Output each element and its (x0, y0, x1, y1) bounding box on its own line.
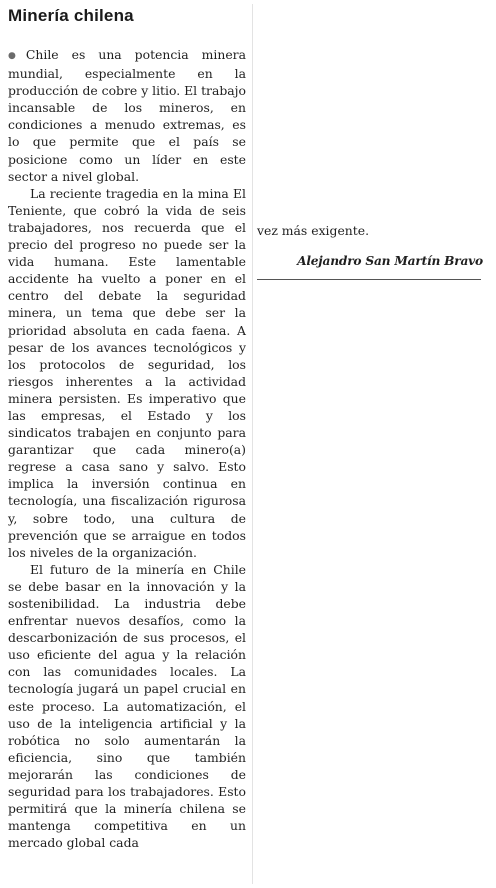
article-title: Minería chilena (8, 6, 134, 25)
paragraph-1-text: Chile es una potencia minera mundial, especialmente en la producción de cobre y litio. El trabajo incansable de los mineros, en condiciones a menudo extremas, es lo que permite que el país se posicione como un líder en este sector a nivel global. (8, 47, 246, 184)
article-column-left (8, 46, 246, 851)
column-divider (252, 4, 253, 884)
paragraph-1 (8, 46, 246, 185)
signature-rule (257, 279, 481, 280)
article-column-right (257, 222, 483, 280)
bullet-icon: ● (8, 51, 25, 61)
author-signature: Alejandro San Martín Bravo (297, 254, 483, 269)
paragraph-2: La reciente tragedia en la mina El Teniente, que cobró la vida de seis trabajadores, nos recuerda que el precio del progreso no puede ser la vida humana. Este lamentable accidente ha vuelto a poner en el centro del debate la seguridad minera, un tema que debe ser la prioridad absoluta en cada faena. A pesar de los avances tecnológicos y los protocolos de seguridad, los riesgos inherentes a la actividad minera persisten. Es imperativo que las empresas, el Estado y los sindicatos trabajen en conjunto para garantizar que cada minero(a) regrese a casa sano y salvo. Esto implica la inversión continua en tecnología, una fiscalización rigurosa y, sobre todo, una cultura de prevención que se arraigue en todos los niveles de la organización. (8, 185, 246, 560)
paragraph-3-continuation: vez más exigente. (257, 223, 370, 238)
paragraph-3: El futuro de la minería en Chile se debe basar en la innovación y la sostenibilidad. La industria debe enfrentar nuevos desafíos, como la descarbonización de sus procesos, el uso eficiente del agua y la relación con las comunidades locales. La tecnología jugará un papel crucial en este proceso. La automatización, el uso de la inteligencia artificial y la robótica no solo aumentarán la eficiencia, sino que también mejorarán las condiciones de seguridad para los trabajadores. Esto permitirá que la minería chilena se mantenga competitiva en un mercado global cada (8, 561, 246, 851)
